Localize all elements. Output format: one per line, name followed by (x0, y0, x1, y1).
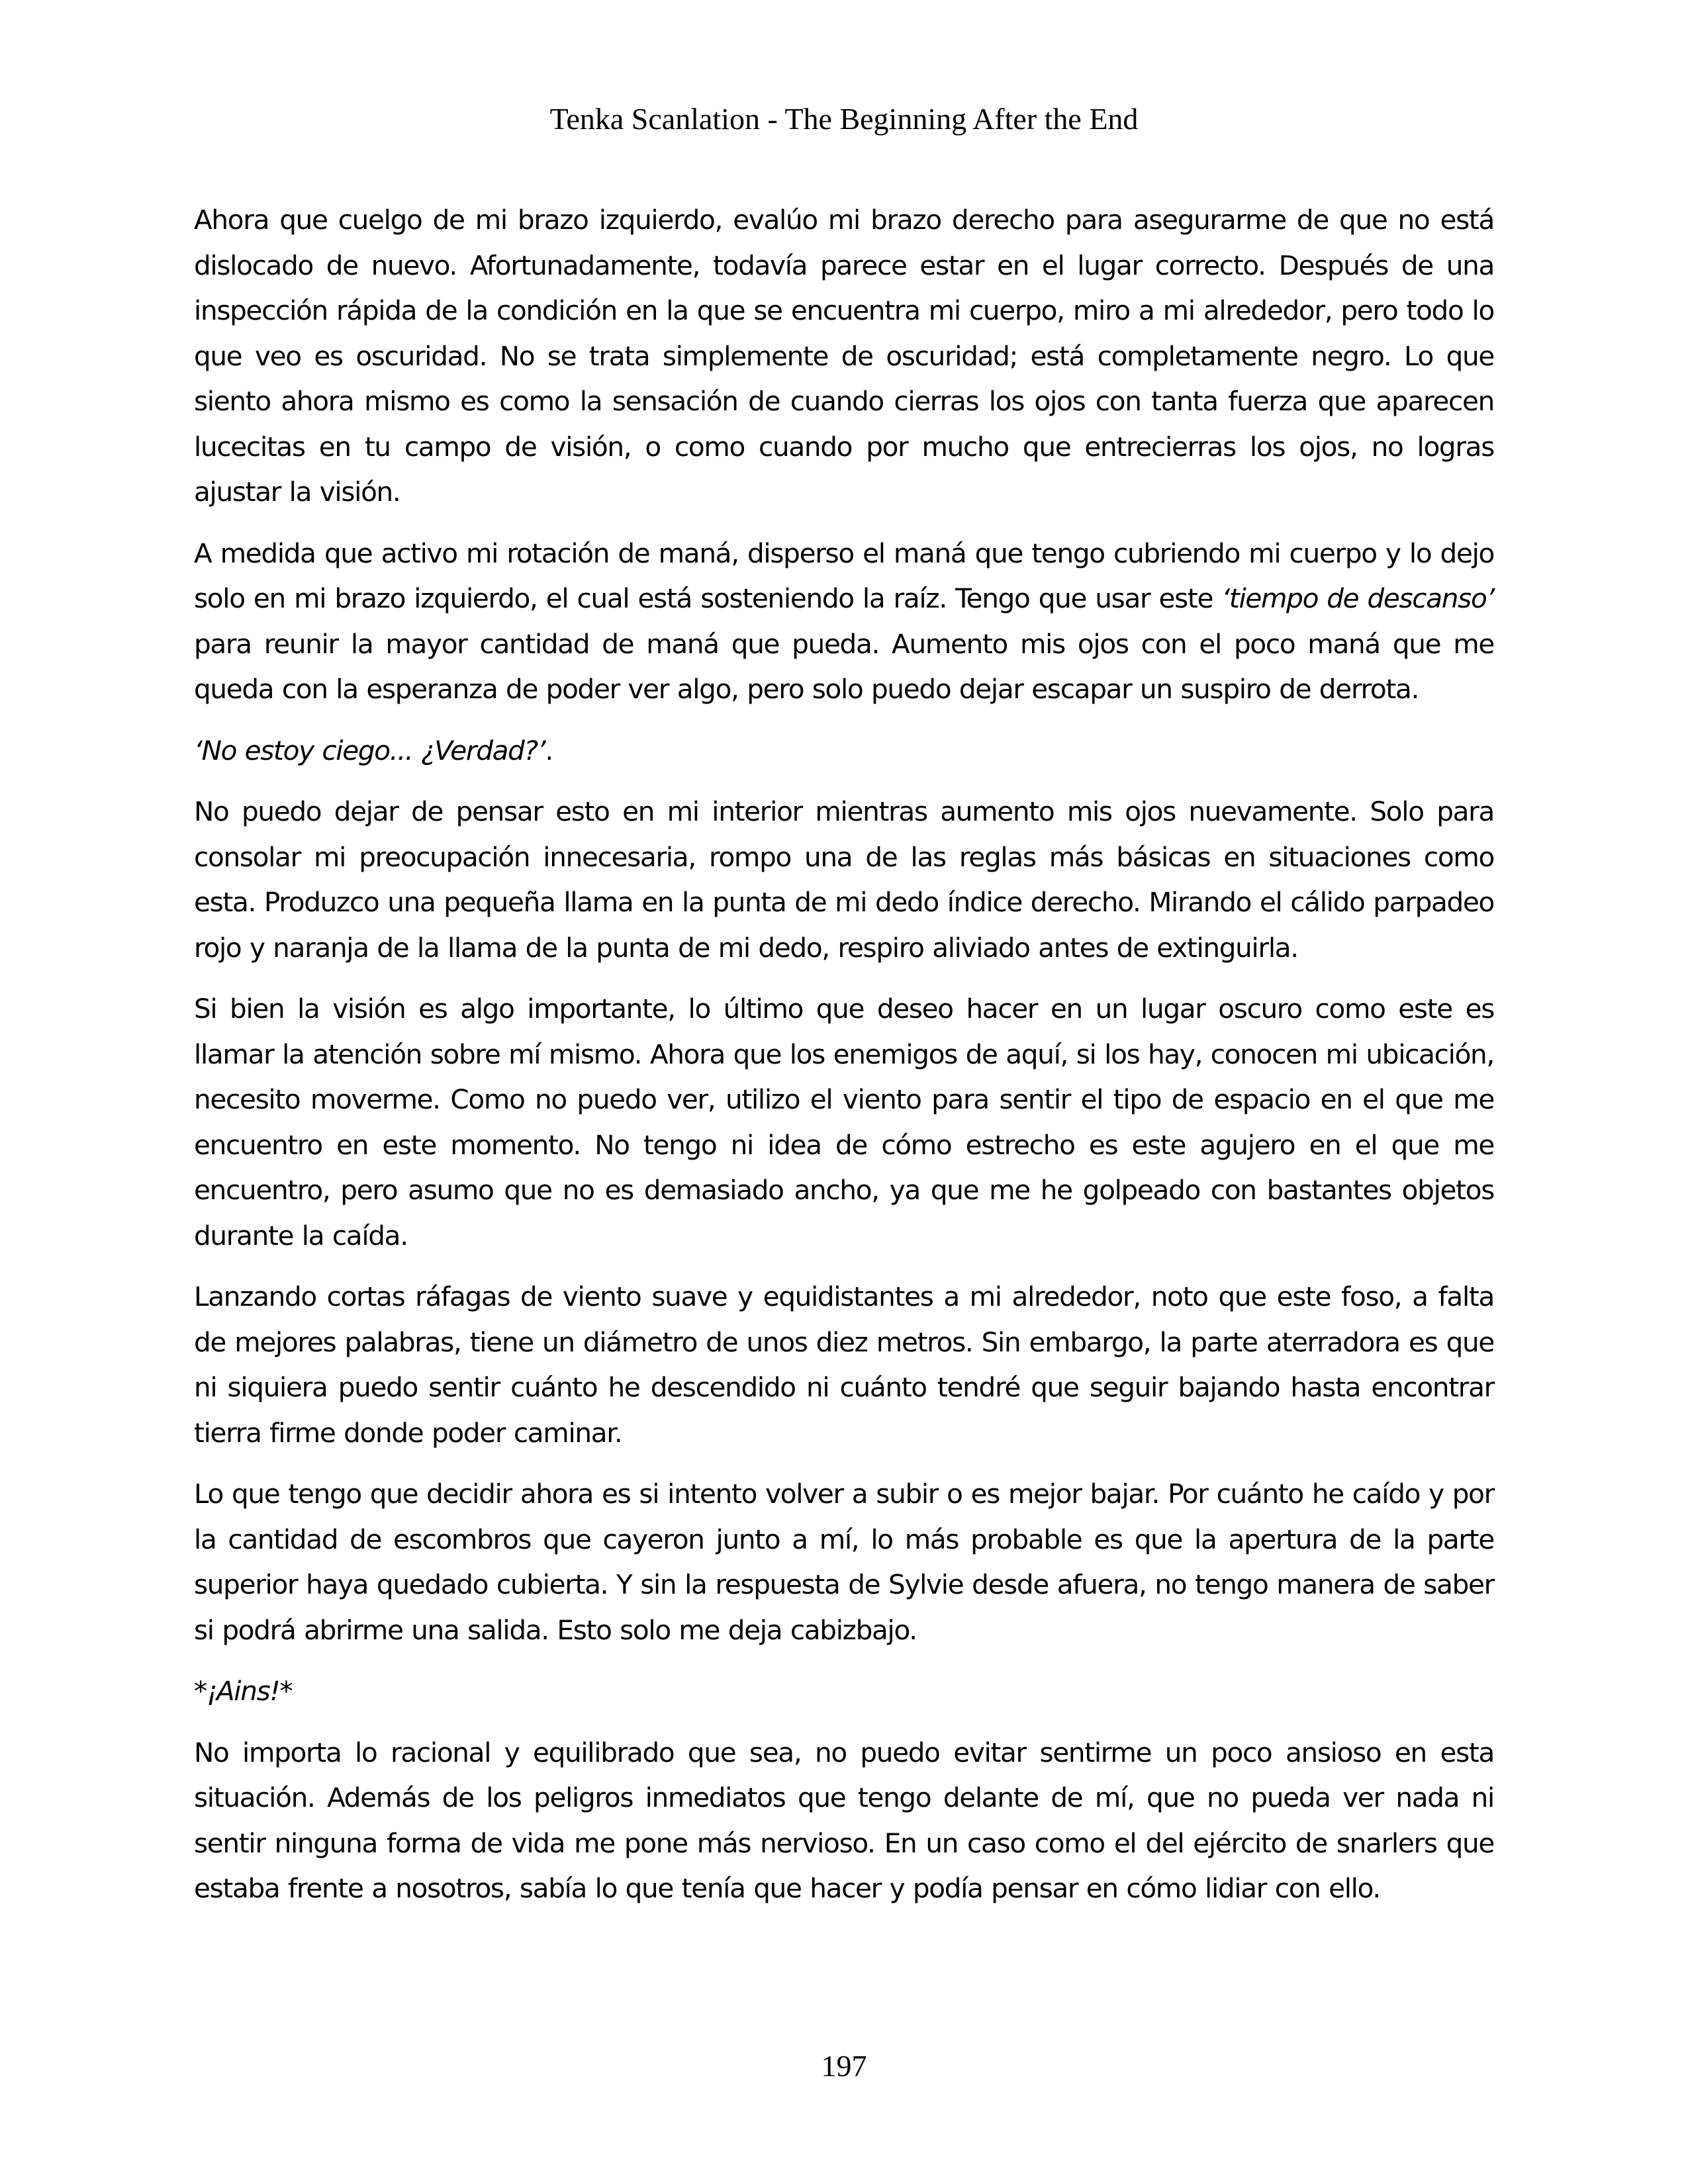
emphasis-text: ‘tiempo de descanso’ (1221, 582, 1495, 614)
thought-text: ‘No estoy ciego... ¿Verdad?’ (194, 734, 545, 766)
paragraph: Ahora que cuelgo de mi brazo izquierdo, evalúo mi brazo derecho para asegurarme de que no está dislocado de nuevo. Afortunadamente, todavía parece estar en el lugar correcto. Después de una inspección rápida de la condición en la que se encuentra mi cuerpo, miro a mi alrededor, pero todo lo que veo es oscuridad. No se trata simplemente de oscuridad; está completamente negro. Lo que siento ahora mismo es como la sensación de cuando cierras los ojos con tanta fuerza que aparecen lucecitas en tu campo de visión, o como cuando por mucho que entrecierras los ojos, no logras ajustar la visión. (194, 204, 1494, 508)
paragraph: No importa lo racional y equilibrado que sea, no puedo evitar sentirme un poco ansioso en esta situación. Además de los peligros inmediatos que tengo delante de mí, que no pueda ver nada ni sentir ninguna forma de vida me pone más nervioso. En un caso como el del ejército de snarlers que estaba frente a nosotros, sabía lo que tenía que hacer y podía pensar en cómo lidiar con ello. (194, 1736, 1494, 1904)
paragraph-text: para reunir la mayor cantidad de maná que pueda. Aumento mis ojos con el poco maná que me queda con la esperanza de poder ver algo, pero solo puedo dejar escapar un suspiro de derrota. (194, 627, 1494, 705)
paragraph: Lo que tengo que decidir ahora es si intento volver a subir o es mejor bajar. Por cuánto he caído y por la cantidad de escombros que cayeron junto a mí, lo más probable es que la apertura de la parte superior haya quedado cubierta. Y sin la respuesta de Sylvie desde afuera, no tengo manera de saber si podrá abrirme una salida. Esto solo me deja cabizbajo. (194, 1478, 1494, 1646)
paragraph: Lanzando cortas ráfagas de viento suave y equidistantes a mi alrededor, noto que este foso, a falta de mejores palabras, tiene un diámetro de unos diez metros. Sin embargo, la parte aterradora es que ni siquiera puedo sentir cuánto he descendido ni cuánto tendré que seguir bajando hasta encontrar tierra firme donde poder caminar. (194, 1281, 1494, 1449)
page-body (194, 197, 1494, 1927)
sound-effect: *¡Ains!* (194, 1675, 293, 1707)
paragraph: No puedo dejar de pensar esto en mi interior mientras aumento mis ojos nuevamente. Solo para consolar mi preocupación innecesaria, rompo una de las reglas más básicas en situaciones como esta. Produzco una pequeña llama en la punta de mi dedo índice derecho. Mirando el cálido parpadeo rojo y naranja de la llama de la punta de mi dedo, respiro aliviado antes de extinguirla. (194, 796, 1494, 964)
paragraph (194, 531, 1494, 712)
paragraph (194, 728, 1494, 774)
paragraph-text: A medida que activo mi rotación de maná, disperso el maná que tengo cubriendo mi cuerpo y lo dejo solo en mi brazo izquierdo, el cual está sosteniendo la raíz. Tengo que usar este (194, 537, 1494, 614)
page-number: 197 (821, 2049, 867, 2083)
paragraph: Si bien la visión es algo importante, lo último que deseo hacer en un lugar oscuro como este es llamar la atención sobre mí mismo. Ahora que los enemigos de aquí, si los hay, conocen mi ubicación, necesito moverme. Como no puedo ver, utilizo el viento para sentir el tipo de espacio en el que me encuentro en este momento. No tengo ni idea de cómo estrecho es este agujero en el que me encuentro, pero asumo que no es demasiado ancho, ya que me he golpeado con bastantes objetos durante la caída. (194, 993, 1494, 1251)
paragraph-text: . (545, 734, 553, 766)
page-header: Tenka Scanlation - The Beginning After the End (549, 102, 1139, 136)
